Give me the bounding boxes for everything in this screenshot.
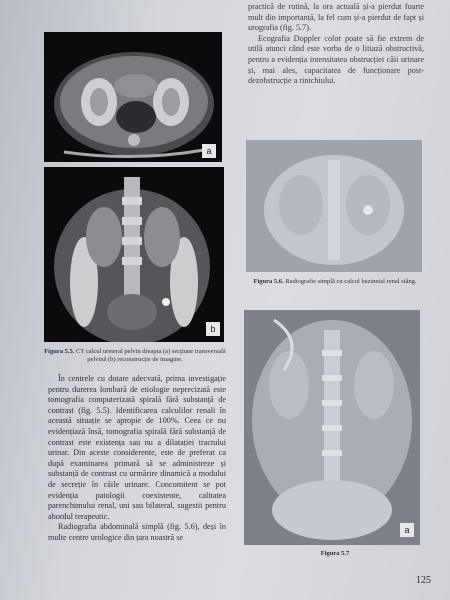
xray-figure-5-6: [246, 140, 422, 272]
figure-letter-a: a: [202, 144, 216, 158]
xray-5-7-graphic: [244, 310, 420, 545]
right-paragraph-2: Ecografia Doppler color poate să fie extrem de utilă atunci când este vorba de o litiază obstructivă, pentru a evidenția intensitatea obstrucției căii urinare și, mai ales, capacitatea de funcționare post-dezobstrucție a rinichiului.: [248, 33, 424, 86]
left-column-text: [48, 374, 226, 544]
ct-axial-graphic: [44, 32, 222, 162]
left-paragraph-1: În centrele cu dotare adecvată, prima investigație pentru durerea lombară de etiologie neprecizată este tomografia computerizată spirală fără substanță de contrast (fig. 5.5). Identificarea calculilor renali în această situație se apropie de 100%. Ceea ce nu evidențiază însă, tomografia spirală fără substanță de contrast este existența sau nu a dilatației tractului urinar. Din aceste considerente, este de preferat ca după examinarea primară să se administreze și substanță de contrast cu urmărire dinamică a modului de secreție în căile urinare. Concomitent se pot evidenția patologii coexistente, calitatea parenchimului renal, uni sau bilateral, sugestii pentru abordul terapeutic.: [48, 374, 226, 521]
ct-coronal-image: [44, 167, 224, 342]
figure-5-6-text: Radiografie simplă cu calcul bazinetal renal stâng.: [285, 278, 417, 285]
left-paragraph-2: Radiografia abdominală simplă (fig. 5.6), deși în multe centre urologice din țara noastră se: [48, 522, 226, 542]
xray-figure-5-7: [244, 310, 420, 545]
page-number: 125: [416, 575, 431, 586]
figure-5-5-label: Figura 5.5.: [44, 348, 75, 355]
ct-axial-image: [44, 32, 222, 162]
figure-5-7-caption: Figura 5.7: [320, 550, 350, 557]
figure-5-7-letter: a: [400, 523, 414, 537]
ct-coronal-graphic: [44, 167, 224, 342]
figure-5-5-caption: [44, 348, 226, 364]
figure-5-6-caption: [250, 278, 420, 286]
right-paragraph-1: practică de rutină, la ora actuală și-a pierdut foarte mult din importanță, la fel cum și-a pierdut de fapt și urografia (fig. 5.7).: [248, 2, 424, 33]
figure-5-6-label: Figura 5.6.: [253, 278, 284, 285]
right-column-text: [248, 2, 424, 87]
xray-5-6-graphic: [246, 140, 422, 272]
figure-letter-b: b: [206, 322, 220, 336]
figure-5-5-text: CT calcul ureteral pelvin dreapta (a) secțiune transversală pelvină (b) reconstrucție de imagine.: [75, 348, 226, 363]
